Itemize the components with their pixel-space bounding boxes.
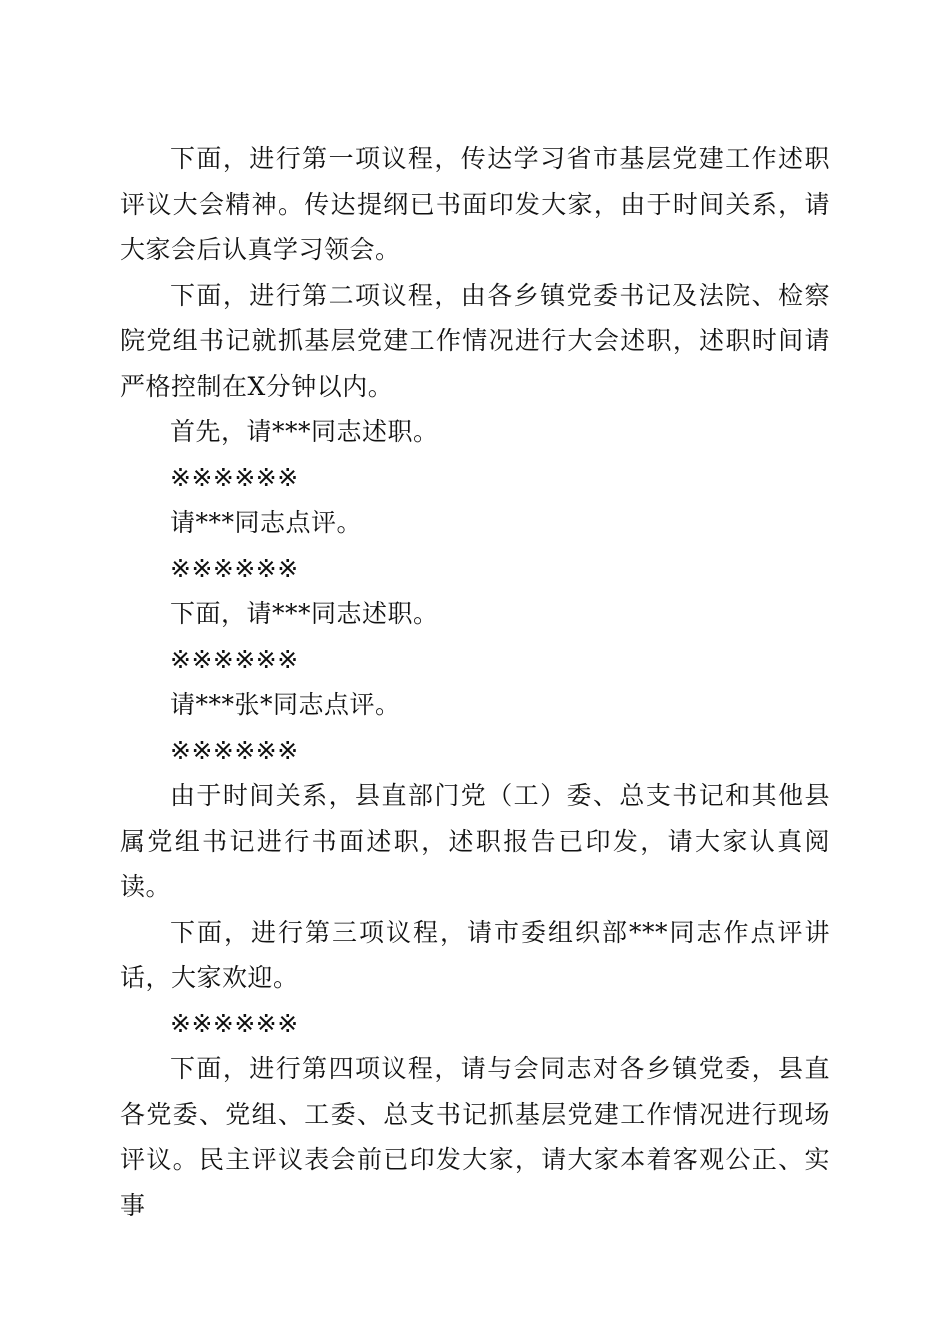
document-body bbox=[120, 136, 830, 1228]
separator-marks: ※※※※※※ bbox=[170, 1008, 299, 1038]
paragraph-agenda-4: 下面，进行第四项议程，请与会同志对各乡镇党委，县直各党委、党组、工委、总支书记抓基层党建工作情况进行现场评议。民主评议表会前已印发大家，请大家本着客观公正、实事 bbox=[120, 1054, 830, 1220]
paragraph-next-report: 下面，请***同志述职。 bbox=[170, 599, 439, 628]
paragraph-agenda-3: 下面，进行第三项议程，请市委组织部***同志作点评讲话，大家欢迎。 bbox=[120, 917, 830, 992]
separator-marks: ※※※※※※ bbox=[170, 644, 299, 674]
paragraph-comment-1: 请***同志点评。 bbox=[170, 508, 363, 537]
paragraph-written-report: 由于时间关系，县直部门党（工）委、总支书记和其他县属党组书记进行书面述职，述职报告已印发，请大家认真阅读。 bbox=[120, 781, 830, 901]
separator-marks: ※※※※※※ bbox=[170, 553, 299, 583]
paragraph-first-report: 首先，请***同志述职。 bbox=[170, 417, 439, 446]
paragraph-agenda-2: 下面，进行第二项议程，由各乡镇党委书记及法院、检察院党组书记就抓基层党建工作情况进行大会述职，述职时间请严格控制在X分钟以内。 bbox=[120, 280, 830, 401]
separator-marks: ※※※※※※ bbox=[170, 462, 299, 492]
paragraph-comment-2: 请***张*同志点评。 bbox=[170, 690, 401, 719]
separator-marks: ※※※※※※ bbox=[170, 735, 299, 765]
paragraph-agenda-1: 下面，进行第一项议程，传达学习省市基层党建工作述职评议大会精神。传达提纲已书面印发大家，由于时间关系，请大家会后认真学习领会。 bbox=[120, 144, 830, 264]
